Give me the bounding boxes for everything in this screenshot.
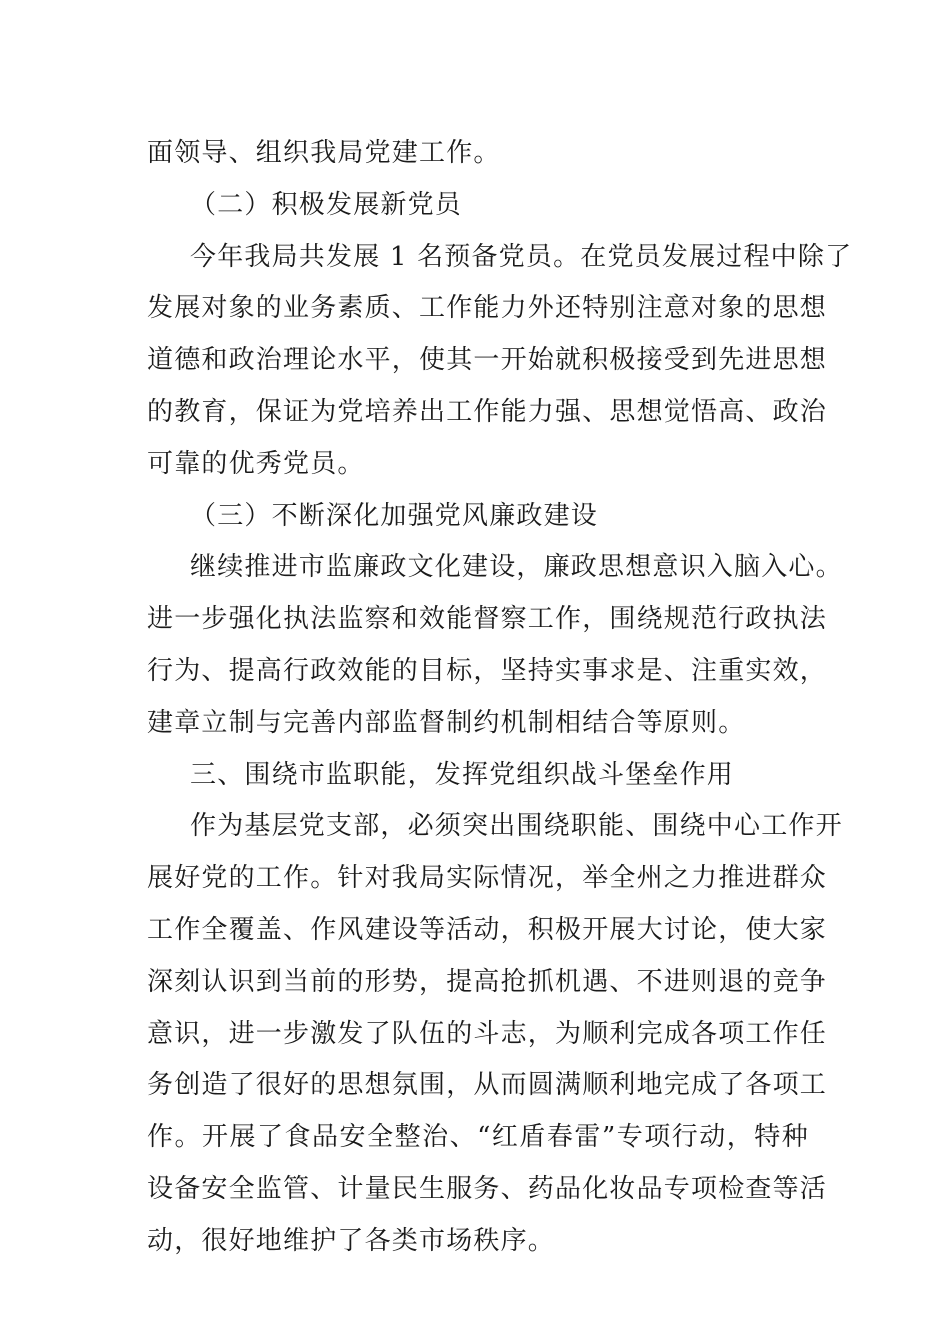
paragraph-line: 继续推进市监廉政文化建设，廉政思想意识入脑入心。 — [190, 552, 843, 583]
paragraph-line: 意识，进一步激发了队伍的斗志，为顺利完成各项工作任 — [147, 1018, 828, 1049]
paragraph-line: 道德和政治理论水平，使其一开始就积极接受到先进思想 — [147, 345, 828, 376]
paragraph-line: 作。开展了食品安全整治、“红盾春雷”专项行动，特种 — [147, 1122, 809, 1153]
paragraph-line: 设备安全监管、计量民生服务、药品化妆品专项检查等活 — [147, 1173, 828, 1204]
paragraph-line: 深刻认识到当前的形势，提高抢抓机遇、不进则退的竞争 — [147, 966, 828, 997]
paragraph-line: 动，很好地维护了各类市场秩序。 — [147, 1225, 556, 1256]
paragraph-line: 的教育，保证为党培养出工作能力强、思想觉悟高、政治 — [147, 396, 828, 427]
paragraph-line: 行为、提高行政效能的目标，坚持实事求是、注重实效， — [147, 655, 828, 686]
section-heading: （三）不断深化加强党风廉政建设 — [190, 500, 599, 531]
document-body — [147, 128, 853, 1268]
paragraph-line: 务创造了很好的思想氛围，从而圆满顺利地完成了各项工 — [147, 1070, 828, 1101]
paragraph-line: 可靠的优秀党员。 — [147, 448, 365, 479]
paragraph-line: 建章立制与完善内部监督制约机制相结合等原则。 — [147, 707, 746, 738]
paragraph-line: 面领导、组织我局党建工作。 — [147, 138, 501, 168]
section-heading: 三、围绕市监职能，发挥党组织战斗堡垒作用 — [190, 759, 735, 790]
paragraph-line: 展好党的工作。针对我局实际情况，举全州之力推进群众 — [147, 863, 828, 894]
paragraph-line: 工作全覆盖、作风建设等活动，积极开展大讨论，使大家 — [147, 914, 828, 945]
paragraph-line: 作为基层党支部，必须突出围绕职能、围绕中心工作开 — [190, 811, 843, 842]
paragraph-line: 今年我局共发展 1 名预备党员。在党员发展过程中除了 — [190, 241, 853, 272]
section-heading: （二）积极发展新党员 — [190, 189, 463, 220]
paragraph-line: 进一步强化执法监察和效能督察工作，围绕规范行政执法 — [147, 604, 828, 635]
paragraph-line: 发展对象的业务素质、工作能力外还特别注意对象的思想 — [147, 293, 828, 324]
